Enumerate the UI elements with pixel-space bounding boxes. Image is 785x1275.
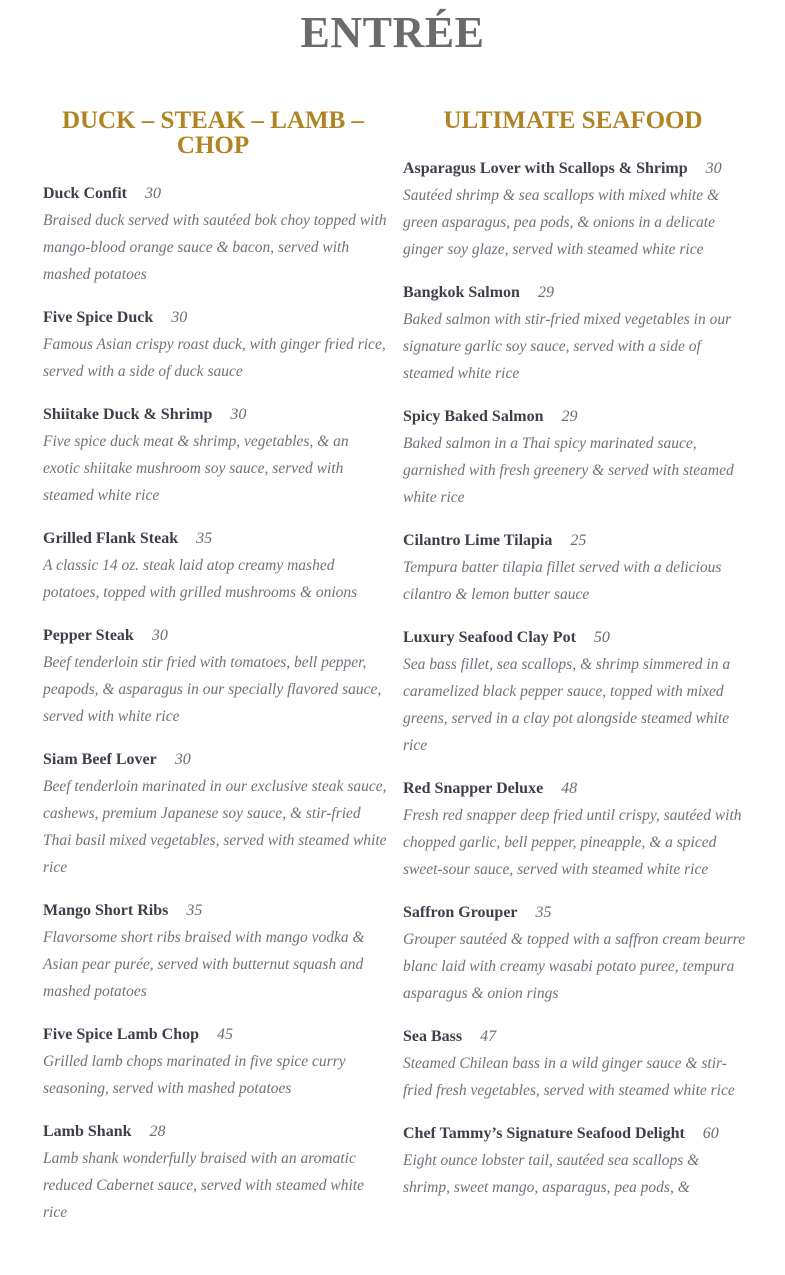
menu-item-price: 50 bbox=[593, 629, 610, 646]
menu-item-name: Asparagus Lover with Scallops & Shrimp bbox=[403, 160, 688, 177]
menu-item-header bbox=[403, 903, 748, 923]
menu-item-name: Spicy Baked Salmon bbox=[403, 408, 544, 425]
menu-item-name: Grilled Flank Steak bbox=[43, 530, 179, 547]
menu-item-description: A classic 14 oz. steak laid atop creamy mashed potatoes, topped with grilled mushrooms & onions bbox=[43, 557, 358, 601]
menu-item bbox=[403, 159, 748, 263]
menu-item bbox=[403, 779, 748, 883]
menu-item bbox=[43, 901, 388, 1005]
menu-item bbox=[403, 628, 748, 759]
menu-item-price: 35 bbox=[186, 902, 203, 919]
menu-item bbox=[403, 1124, 748, 1201]
menu-item-header bbox=[43, 529, 388, 549]
menu-item-name: Chef Tammy’s Signature Seafood Delight bbox=[403, 1125, 685, 1142]
menu-item bbox=[43, 750, 388, 881]
menu-item bbox=[403, 1027, 748, 1104]
menu-item-name: Bangkok Salmon bbox=[403, 284, 520, 301]
menu-item-description: Baked salmon in a Thai spicy marinated sauce, garnished with fresh greenery & served with steamed white rice bbox=[403, 435, 734, 506]
menu-item-price: 30 bbox=[705, 160, 722, 177]
menu-item-price: 48 bbox=[561, 780, 578, 797]
menu-item bbox=[43, 405, 388, 509]
menu-item-name: Lamb Shank bbox=[43, 1123, 132, 1140]
menu-item-name: Five Spice Duck bbox=[43, 309, 154, 326]
menu-item-header bbox=[43, 184, 388, 204]
menu-item-description: Eight ounce lobster tail, sautéed sea scallops & shrimp, sweet mango, asparagus, pea pods, & bbox=[403, 1152, 700, 1196]
menu-item-price: 30 bbox=[230, 406, 247, 423]
menu-item-name: Duck Confit bbox=[43, 185, 128, 202]
menu-item-description: Beef tenderloin marinated in our exclusive steak sauce, cashews, premium Japanese soy sauce, & stir-fried Thai basil mixed vegetables, served with steamed white rice bbox=[43, 778, 387, 876]
menu-item bbox=[43, 626, 388, 730]
menu-item bbox=[43, 184, 388, 288]
menu-item-description: Sautéed shrimp & sea scallops with mixed white & green asparagus, pea pods, & onions in a delicate ginger soy glaze, served with steamed white rice bbox=[403, 187, 720, 258]
menu-item-name: Siam Beef Lover bbox=[43, 751, 157, 768]
menu-item-name: Mango Short Ribs bbox=[43, 902, 169, 919]
menu-item-description: Braised duck served with sautéed bok choy topped with mango-blood orange sauce & bacon, served with mashed potatoes bbox=[43, 212, 387, 283]
menu-item bbox=[403, 531, 748, 608]
menu-item-description: Beef tenderloin stir fried with tomatoes, bell pepper, peapods, & asparagus in our specially flavored sauce, served with white rice bbox=[43, 654, 382, 725]
menu-item-description: Famous Asian crispy roast duck, with ginger fried rice, served with a side of duck sauce bbox=[43, 336, 386, 380]
menu-item-header bbox=[403, 1027, 748, 1047]
page-title: ENTRÉE bbox=[300, 8, 485, 57]
menu-item-header bbox=[403, 1124, 748, 1144]
menu-item-price: 30 bbox=[174, 751, 191, 768]
menu-item bbox=[403, 283, 748, 387]
menu-item-description: Lamb shank wonderfully braised with an aromatic reduced Cabernet sauce, served with steamed white rice bbox=[43, 1150, 364, 1221]
menu-item-header bbox=[403, 779, 748, 799]
menu-item-description: Grilled lamb chops marinated in five spice curry seasoning, served with mashed potatoes bbox=[43, 1053, 346, 1097]
menu-item-header bbox=[403, 407, 748, 427]
menu-item-description: Sea bass fillet, sea scallops, & shrimp simmered in a caramelized black pepper sauce, topped with mixed greens, served in a clay pot alongside steamed white rice bbox=[403, 656, 731, 754]
menu-item-price: 28 bbox=[149, 1123, 166, 1140]
menu-item-price: 30 bbox=[145, 185, 162, 202]
menu-item-price: 25 bbox=[570, 532, 587, 549]
menu-item-header bbox=[43, 1122, 388, 1142]
menu-item-header bbox=[43, 901, 388, 921]
menu-item-description: Tempura batter tilapia fillet served with a delicious cilantro & lemon butter sauce bbox=[403, 559, 722, 603]
menu-item-price: 30 bbox=[171, 309, 188, 326]
menu-item-price: 35 bbox=[535, 904, 552, 921]
menu-item-description: Fresh red snapper deep fried until crispy, sautéed with chopped garlic, bell pepper, pineapple, & a spiced sweet-sour sauce, served with steamed white rice bbox=[403, 807, 742, 878]
menu-item-header bbox=[43, 405, 388, 425]
menu-item-description: Flavorsome short ribs braised with mango vodka & Asian pear purée, served with butternut squash and mashed potatoes bbox=[43, 929, 365, 1000]
menu-item-header bbox=[43, 750, 388, 770]
menu-item-price: 60 bbox=[702, 1125, 719, 1142]
left-menu-items bbox=[43, 184, 388, 1226]
menu-item-price: 35 bbox=[196, 530, 213, 547]
menu-item-name: Red Snapper Deluxe bbox=[403, 780, 544, 797]
menu-item-header bbox=[403, 531, 748, 551]
menu-item-name: Pepper Steak bbox=[43, 627, 134, 644]
menu-item-description: Five spice duck meat & shrimp, vegetables, & an exotic shiitake mushroom soy sauce, served with steamed white rice bbox=[43, 433, 349, 504]
menu-item bbox=[43, 1025, 388, 1102]
right-menu-items bbox=[403, 159, 748, 1201]
menu-item-header bbox=[43, 1025, 388, 1045]
section-title-seafood: ULTIMATE SEAFOOD bbox=[443, 107, 703, 134]
menu-item-price: 29 bbox=[561, 408, 578, 425]
menu-item-name: Five Spice Lamb Chop bbox=[43, 1026, 200, 1043]
menu-item-name: Saffron Grouper bbox=[403, 904, 518, 921]
menu-item bbox=[43, 529, 388, 606]
menu-item-name: Cilantro Lime Tilapia bbox=[403, 532, 553, 549]
menu-item-price: 30 bbox=[151, 627, 168, 644]
menu-item-header bbox=[403, 628, 748, 648]
left-menu-column bbox=[43, 108, 388, 1246]
menu-item-header bbox=[403, 283, 748, 303]
menu-item bbox=[43, 1122, 388, 1226]
section-title-duck-steak-lamb: DUCK – STEAK – LAMB – CHOP bbox=[61, 107, 365, 159]
menu-item-price: 47 bbox=[480, 1028, 497, 1045]
menu-item-description: Baked salmon with stir-fried mixed vegetables in our signature garlic soy sauce, served with a side of steamed white rice bbox=[403, 311, 732, 382]
menu-item-header bbox=[43, 308, 388, 328]
menu-item-description: Grouper sautéed & topped with a saffron cream beurre blanc laid with creamy wasabi potato puree, tempura asparagus & onion rings bbox=[403, 931, 746, 1002]
menu-item bbox=[403, 903, 748, 1007]
menu-item-name: Sea Bass bbox=[403, 1028, 463, 1045]
menu-item-description: Steamed Chilean bass in a wild ginger sauce & stir-fried fresh vegetables, served with steamed white rice bbox=[403, 1055, 735, 1099]
right-menu-column bbox=[403, 108, 748, 1221]
menu-item bbox=[43, 308, 388, 385]
menu-item-name: Shiitake Duck & Shrimp bbox=[43, 406, 213, 423]
menu-item bbox=[403, 407, 748, 511]
menu-item-name: Luxury Seafood Clay Pot bbox=[403, 629, 576, 646]
menu-item-price: 29 bbox=[537, 284, 554, 301]
menu-item-price: 45 bbox=[217, 1026, 234, 1043]
menu-item-header bbox=[403, 159, 748, 179]
menu-item-header bbox=[43, 626, 388, 646]
